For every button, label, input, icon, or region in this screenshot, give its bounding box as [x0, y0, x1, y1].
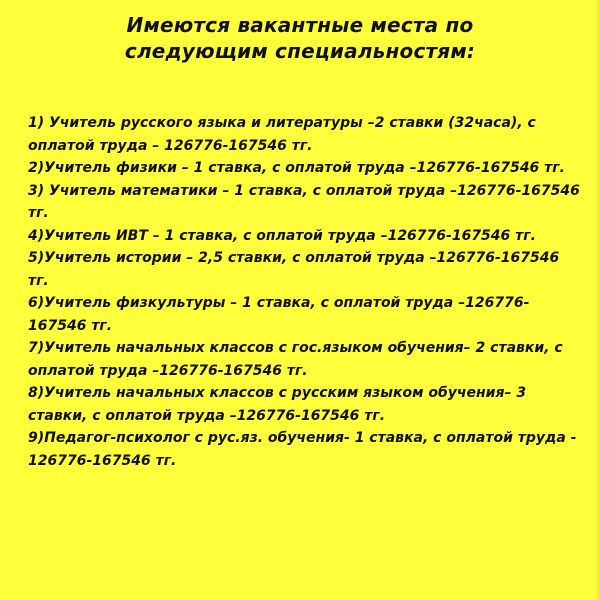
vacancy-item-6: 6)Учитель физкультуры – 1 ставка, с оплатой труда –126776-167546 тг.	[28, 295, 530, 334]
vacancy-list	[28, 112, 580, 472]
title-line-1: Имеются вакантные места по	[126, 13, 474, 37]
page-title	[0, 12, 600, 64]
title-line-2: следующим специальностям:	[124, 39, 476, 63]
vacancy-item-9: 9)Педагог-психолог с рус.яз. обучения- 1 ставка, с оплатой труда - 126776-167546 тг.	[28, 430, 577, 469]
vacancy-item-7: 7)Учитель начальных классов с гос.языком обучения– 2 ставки, с оплатой труда –126776-167546 тг.	[28, 340, 563, 379]
right-edge-shadow	[594, 0, 600, 600]
vacancy-item-4: 4)Учитель ИВТ – 1 ставка, с оплатой труда –126776-167546 тг.	[28, 227, 536, 244]
vacancy-item-1: 1) Учитель русского языка и литературы –2 ставки (32часа), с оплатой труда – 126776-167546 тг.	[28, 115, 536, 154]
vacancy-item-3: 3) Учитель математики – 1 ставка, с оплатой труда –126776-167546 тг.	[28, 182, 580, 221]
vacancy-item-8: 8)Учитель начальных классов с русским языком обучения– 3 ставки, с оплатой труда –126776-167546 тг.	[28, 385, 527, 424]
vacancy-item-5: 5)Учитель истории – 2,5 ставки, с оплатой труда –126776-167546 тг.	[28, 250, 560, 289]
vacancy-item-2: 2)Учитель физики – 1 ставка, с оплатой труда –126776-167546 тг.	[28, 160, 565, 176]
